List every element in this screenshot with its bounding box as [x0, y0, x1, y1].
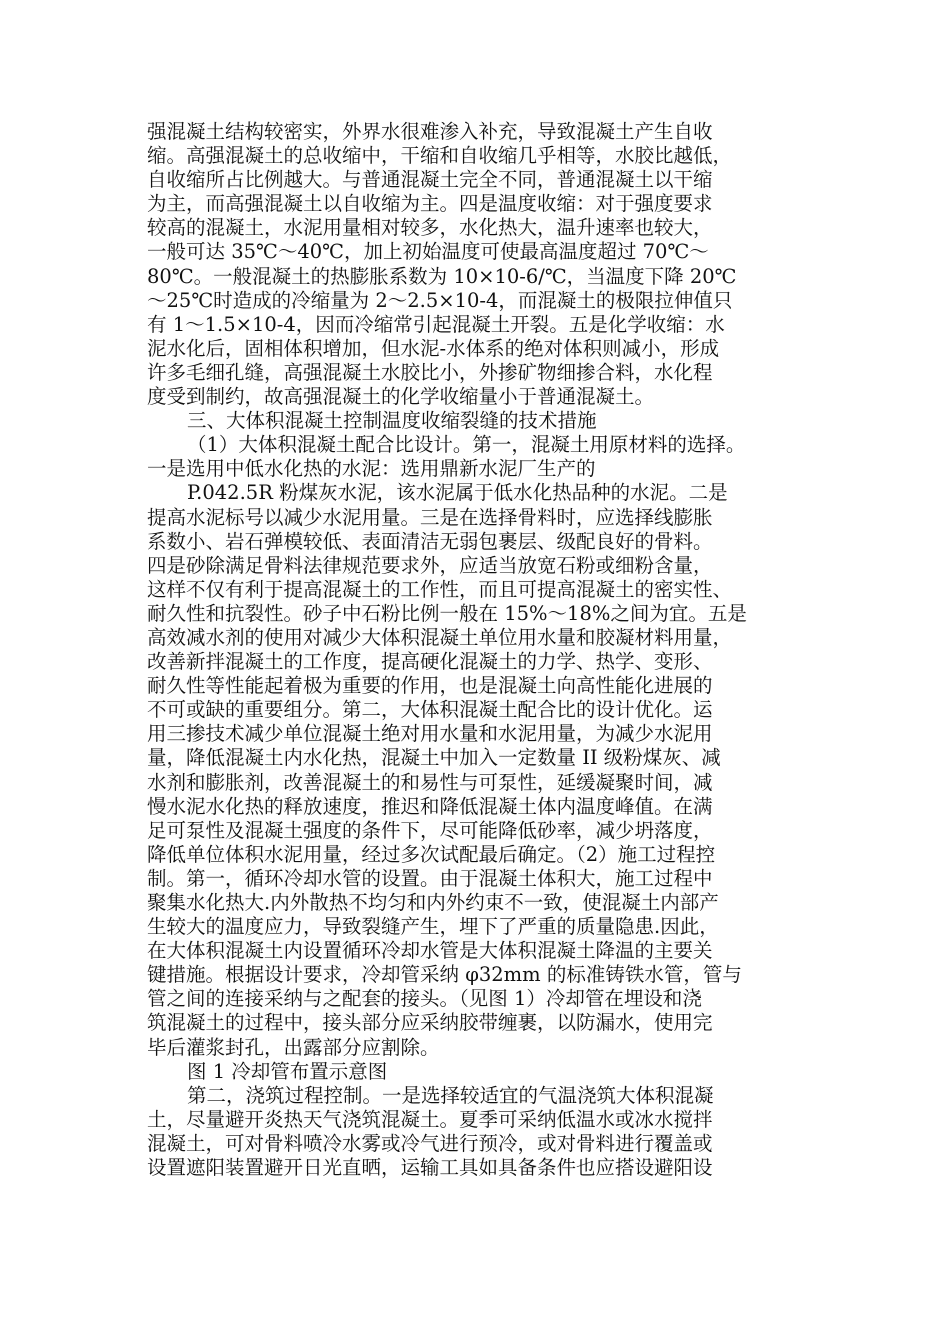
- text-line: 筑混凝土的过程中，接头部分应采纳胶带缠裹，以防漏水，使用完: [147, 1011, 713, 1035]
- text-line: 为主，而高强混凝土以自收缩为主。四是温度收缩：对于强度要求: [147, 192, 713, 216]
- text-line: 三、大体积混凝土控制温度收缩裂缝的技术措施: [187, 409, 597, 433]
- text-line: 不可或缺的重要组分。第二，大体积混凝土配合比的设计优化。运: [147, 698, 713, 722]
- text-line: 降低单位体积水泥用量，经过多次试配最后确定。（2）施工过程控: [147, 842, 716, 866]
- text-line: 毕后灌浆封孔，出露部分应割除。: [147, 1035, 440, 1059]
- text-line: 许多毛细孔缝，高强混凝土水胶比小，外掺矿物细掺合料，水化程: [147, 360, 713, 384]
- text-line: P.042.5R 粉煤灰水泥，该水泥属于低水化热品种的水泥。二是: [187, 481, 728, 505]
- text-line: 耐久性等性能起着极为重要的作用，也是混凝土向高性能化进展的: [147, 674, 713, 698]
- text-line: 土，尽量避开炎热天气浇筑混凝土。夏季可采纳低温水或冰水搅拌: [147, 1107, 713, 1131]
- text-line: 第二，浇筑过程控制。一是选择较适宜的气温浇筑大体积混凝: [187, 1083, 714, 1107]
- text-line: （1）大体积混凝土配合比设计。第一，混凝土用原材料的选择。: [187, 433, 746, 457]
- text-line: 强混凝土结构较密实，外界水很难渗入补充，导致混凝土产生自收: [147, 120, 713, 143]
- text-line: 系数小、岩石弹模较低、表面清洁无弱包裹层、级配良好的骨料。: [147, 529, 713, 553]
- text-line: 自收缩所占比例越大。与普通混凝土完全不同，普通混凝土以干缩: [147, 168, 713, 192]
- text-line: 泥水化后，固相体积增加，但水泥-水体系的绝对体积则减小，形成: [147, 336, 720, 360]
- text-line: 这样不仅有利于提高混凝土的工作性，而且可提高混凝土的密实性、: [147, 577, 733, 601]
- text-line: 一般可达 35℃～40℃，加上初始温度可使最高温度超过 70℃～: [147, 240, 709, 264]
- text-line: 耐久性和抗裂性。砂子中石粉比例一般在 15%～18%之间为宜。五是: [147, 601, 747, 625]
- text-line: 在大体积混凝土内设置循环冷却水管是大体积混凝土降温的主要关: [147, 939, 713, 963]
- text-line: 管之间的连接采纳与之配套的接头。（见图 1）冷却管在埋设和浇: [147, 987, 702, 1011]
- text-line: 混凝土，可对骨料喷冷水雾或冷气进行预冷，或对骨料进行覆盖或: [147, 1131, 713, 1155]
- document-body: [147, 120, 817, 1180]
- text-line: 慢水泥水化热的释放速度，推迟和降低混凝土体内温度峰值。在满: [147, 794, 713, 818]
- text-line: 提高水泥标号以减少水泥用量。三是在选择骨料时，应选择线膨胀: [147, 505, 713, 529]
- text-line: 度受到制约，故高强混凝土的化学收缩量小于普通混凝土。: [147, 385, 655, 409]
- text-line: 足可泵性及混凝土强度的条件下，尽可能降低砂率，减少坍落度，: [147, 818, 713, 842]
- text-line: 80℃。一般混凝土的热膨胀系数为 10×10-6/℃，当温度下降 20℃: [147, 264, 737, 288]
- text-line: 四是砂除满足骨料法律规范要求外，应适当放宽石粉或细粉含量，: [147, 553, 713, 577]
- text-line: 缩。高强混凝土的总收缩中，干缩和自收缩几乎相等，水胶比越低，: [147, 144, 733, 168]
- text-line: 用三掺技术减少单位混凝土绝对用水量和水泥用量，为减少水泥用: [147, 722, 713, 746]
- text-line: 有 1～1.5×10-4，因而冷缩常引起混凝土开裂。五是化学收缩：水: [147, 312, 725, 336]
- text-line: 较高的混凝土，水泥用量相对较多，水化热大，温升速率也较大，: [147, 216, 713, 240]
- text-line: 高效减水剂的使用对减少大体积混凝土单位用水量和胶凝材料用量，: [147, 625, 733, 649]
- text-line: 改善新拌混凝土的工作度，提高硬化混凝土的力学、热学、变形、: [147, 650, 713, 674]
- text-line: 生较大的温度应力，导致裂缝产生，埋下了严重的质量隐患.因此，: [147, 915, 719, 939]
- text-line: 量，降低混凝土内水化热，混凝土中加入一定数量 II 级粉煤灰、减: [147, 746, 721, 770]
- text-line: 水剂和膨胀剂，改善混凝土的和易性与可泵性，延缓凝聚时间，减: [147, 770, 713, 794]
- text-line: 设置遮阳装置避开日光直晒，运输工具如具备条件也应搭设避阳设: [147, 1156, 713, 1180]
- text-line: ～25℃时造成的冷缩量为 2～2.5×10-4，而混凝土的极限拉伸值只: [147, 288, 733, 312]
- text-line: 图 1 冷却管布置示意图: [187, 1059, 388, 1083]
- text-line: 键措施。根据设计要求，冷却管采纳 φ32mm 的标准铸铁水管，管与: [147, 963, 742, 987]
- text-line: 一是选用中低水化热的水泥：选用鼎新水泥厂生产的: [147, 457, 596, 481]
- text-line: 制。第一，循环冷却水管的设置。由于混凝土体积大，施工过程中: [147, 866, 713, 890]
- text-line: 聚集水化热大.内外散热不均匀和内外约束不一致，使混凝土内部产: [147, 891, 719, 914]
